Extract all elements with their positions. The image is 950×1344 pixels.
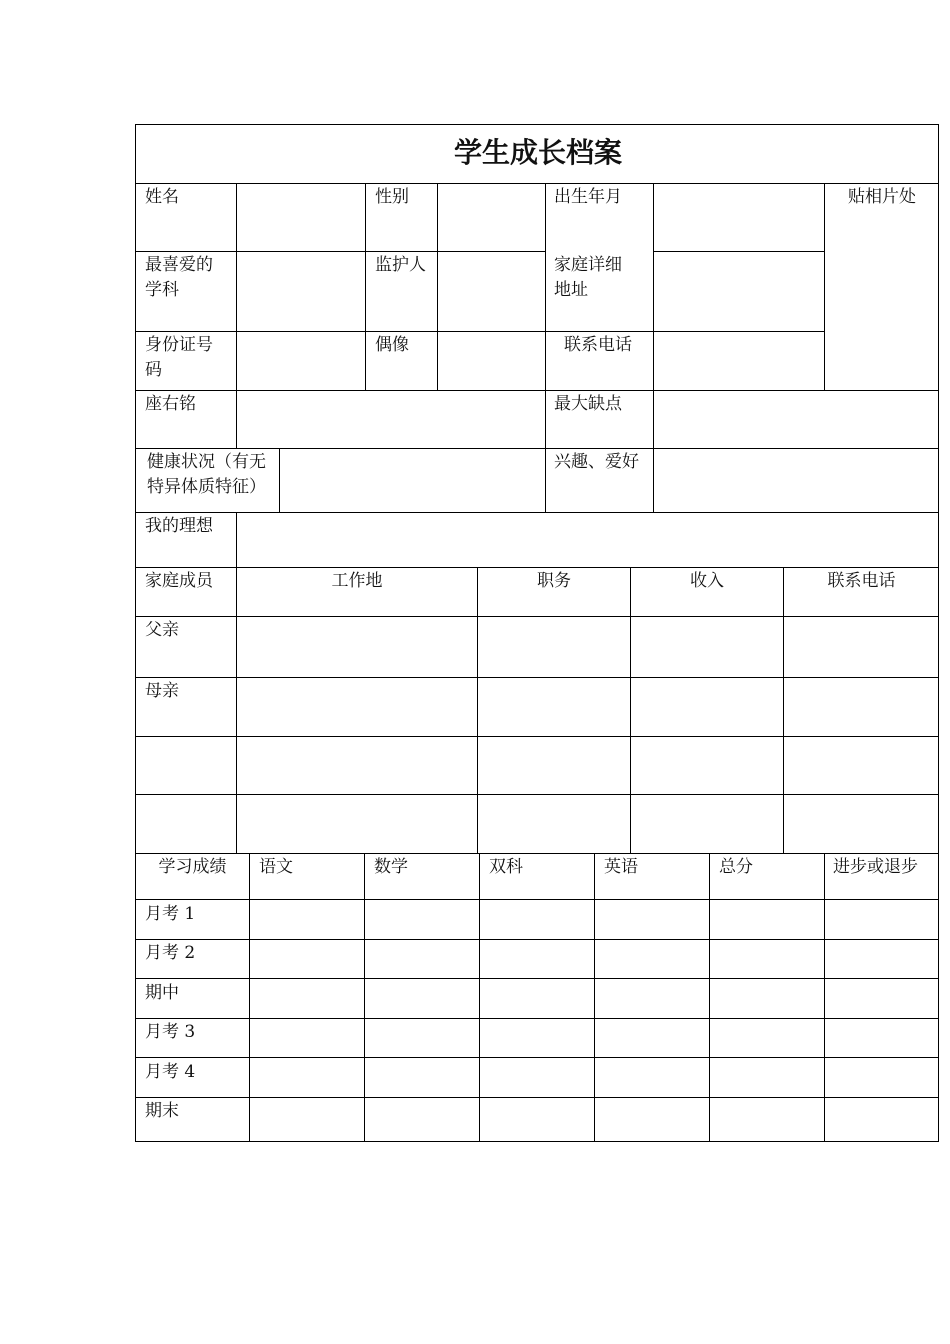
score-header-total: 总分 <box>719 857 753 877</box>
motto-label: 座右铭 <box>145 394 196 414</box>
form-title: 学生成长档案 <box>453 136 622 169</box>
score-row-label: 月考 4 <box>145 1062 196 1082</box>
guardian-label: 监护人 <box>375 255 426 275</box>
score-header-chinese: 语文 <box>259 857 293 877</box>
family-header-position: 职务 <box>537 571 571 591</box>
divider <box>136 794 938 795</box>
id-number-label-line1: 身份证号 <box>145 335 213 355</box>
divider <box>136 853 938 854</box>
score-header-label: 学习成绩 <box>158 857 227 877</box>
favorite-subject-label-line1: 最喜爱的 <box>145 255 213 275</box>
divider <box>136 512 938 513</box>
divider <box>136 978 938 979</box>
divider <box>136 677 938 678</box>
family-header-member: 家庭成员 <box>145 571 213 591</box>
divider <box>545 183 546 512</box>
score-header-math: 数学 <box>374 857 408 877</box>
id-number-label-line2: 码 <box>145 360 162 380</box>
divider <box>136 1097 938 1098</box>
address-label-line1: 家庭详细 <box>554 255 622 275</box>
divider <box>279 448 280 512</box>
family-header-phone: 联系电话 <box>827 571 896 591</box>
health-label-line1: 健康状况（有无 <box>147 452 266 472</box>
photo-placeholder-label: 贴相片处 <box>848 187 916 207</box>
biggest-weakness-label: 最大缺点 <box>554 394 622 414</box>
divider <box>249 853 250 1141</box>
divider <box>783 567 784 853</box>
score-row-label: 月考 3 <box>145 1022 196 1042</box>
divider <box>437 183 438 390</box>
score-row-label: 月考 1 <box>145 904 196 924</box>
name-label: 姓名 <box>145 187 179 207</box>
phone-label: 联系电话 <box>564 335 632 355</box>
divider <box>709 853 710 1141</box>
divider <box>236 512 237 567</box>
divider <box>236 567 237 853</box>
divider <box>136 616 938 617</box>
hobby-label: 兴趣、爱好 <box>554 452 639 472</box>
birth-date-label: 出生年月 <box>554 187 622 207</box>
divider <box>136 567 938 568</box>
divider <box>136 1057 938 1058</box>
score-header-two-subjects: 双科 <box>489 857 523 877</box>
divider <box>653 183 654 512</box>
gender-label: 性别 <box>375 187 409 207</box>
divider <box>477 567 478 853</box>
health-label-line2: 特异体质特征） <box>147 477 266 497</box>
divider <box>136 331 824 332</box>
divider <box>365 183 366 390</box>
divider <box>136 1018 938 1019</box>
student-growth-record-form <box>135 124 939 1142</box>
divider <box>136 448 938 449</box>
score-header-english: 英语 <box>604 857 638 877</box>
divider <box>136 939 938 940</box>
divider <box>236 390 237 448</box>
family-row-label: 父亲 <box>145 620 179 640</box>
ideal-label: 我的理想 <box>145 516 213 536</box>
favorite-subject-label-line2: 学科 <box>145 280 179 300</box>
score-row-label: 月考 2 <box>145 943 196 963</box>
divider <box>136 899 938 900</box>
divider <box>824 853 825 1141</box>
divider <box>479 853 480 1141</box>
family-header-workplace: 工作地 <box>331 571 383 591</box>
score-header-progress: 进步或退步 <box>833 857 918 877</box>
divider <box>236 183 237 390</box>
divider <box>630 567 631 853</box>
divider <box>136 183 938 184</box>
divider <box>824 183 825 390</box>
family-header-income: 收入 <box>690 571 724 591</box>
idol-label: 偶像 <box>375 335 409 355</box>
divider <box>364 853 365 1141</box>
score-row-label: 期中 <box>145 983 179 1003</box>
family-row-label: 母亲 <box>145 681 179 701</box>
address-label-line2: 地址 <box>554 280 588 300</box>
score-row-label: 期末 <box>145 1101 179 1121</box>
divider <box>136 251 545 252</box>
divider <box>136 736 938 737</box>
divider <box>653 251 824 252</box>
divider <box>594 853 595 1141</box>
divider <box>136 390 938 391</box>
